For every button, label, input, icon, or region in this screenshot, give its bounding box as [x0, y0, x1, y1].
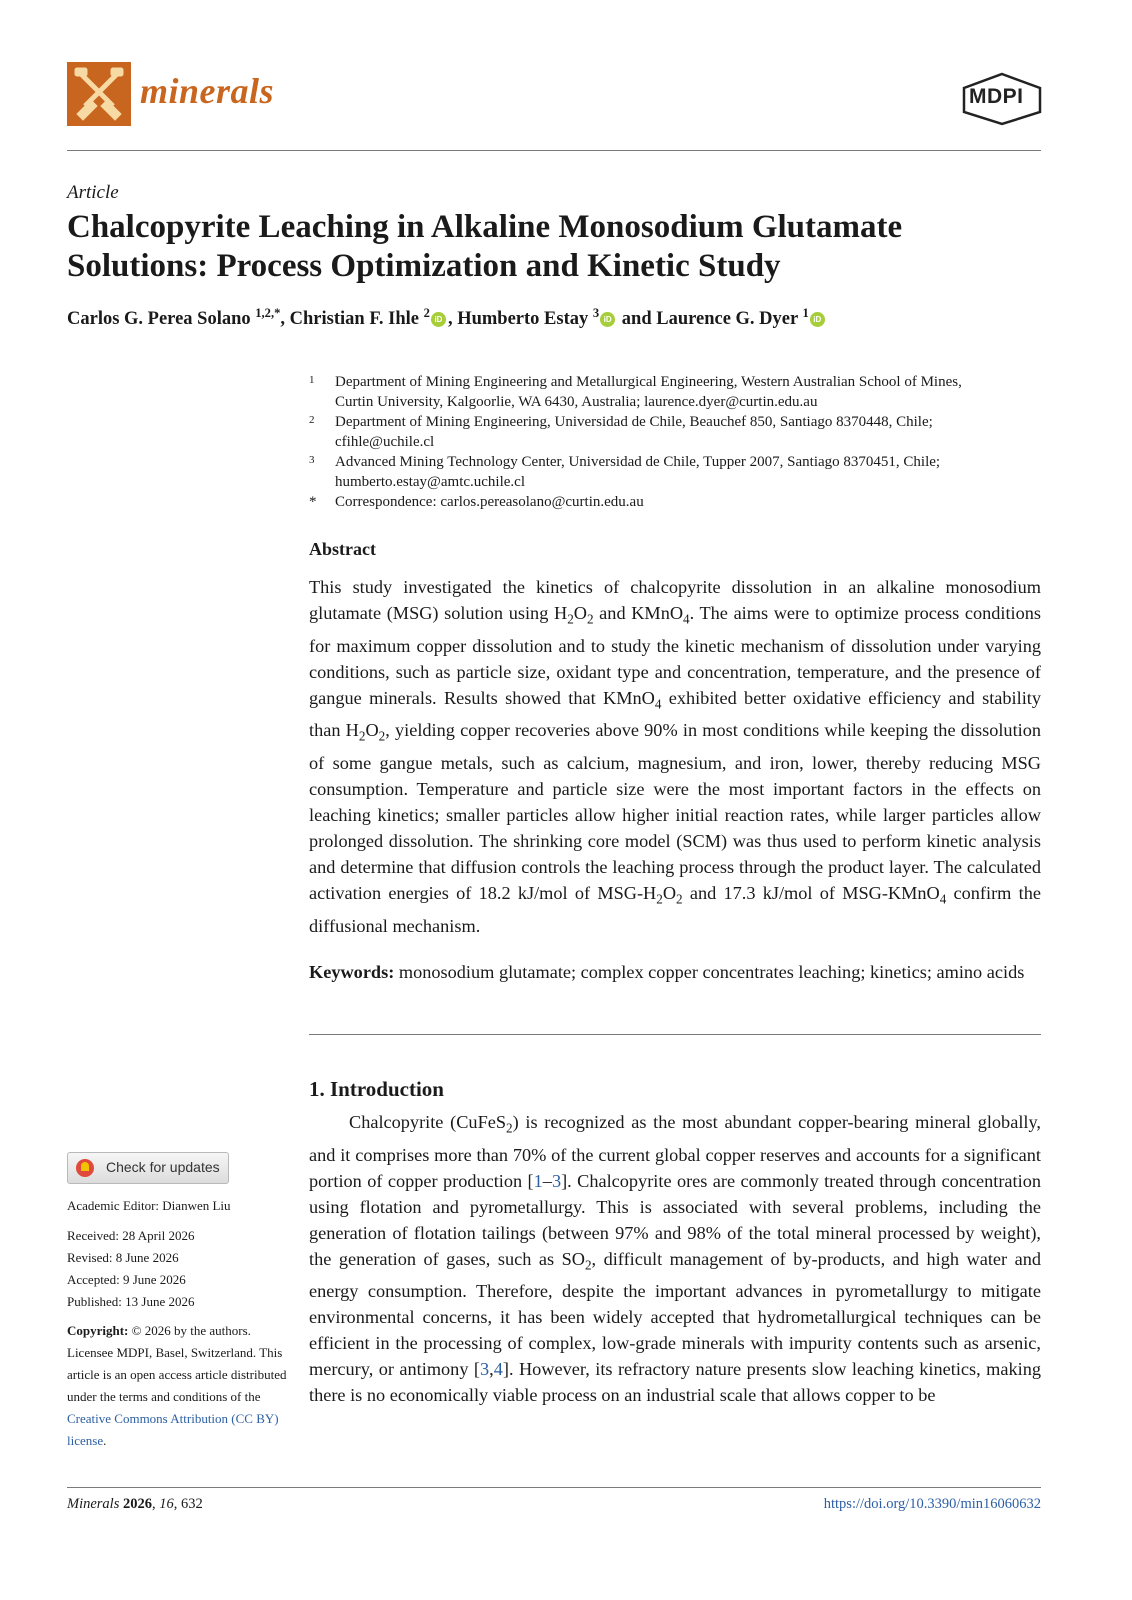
title-line: Chalcopyrite Leaching in Alkaline Monosodium Glutamate — [67, 209, 903, 245]
author-affil-mark: 1 — [802, 306, 809, 320]
doi-link[interactable]: https://doi.org/10.3390/min16060632 — [823, 1496, 1041, 1512]
citation-link[interactable]: 3 — [480, 1359, 490, 1380]
introduction-text: Chalcopyrite (CuFeS$_2$) is recognized as the most abundant copper-bearing mineral globally, and it comprises more than 70% of the current global copper reserves and accounts for a significant portion of copper production [1–3]. Chalcopyrite ores are commonly treated through concentration using flotation and pyrometallurgy. This is associated with several problems, including the generation of flotation tailings (between 97% and 98% of the total mineral processed by weight), the generation of gases, such as $SO_2$, difficult management of by-products, and high water and energy consumption. Therefore, despite the important advances in pyrometallurgy to mitigate environmental concerns, it has been widely accepted that hydrometallurgical techniques can be efficient in the processing of complex, low-grade minerals with impurity contents such as arsenic, mercury, or antimony [3,4]. However, its refractory nature presents slow leaching kinetics, making there is no economically viable process on an industrial scale that allows copper to be — [309, 1112, 1041, 1406]
author-name[interactable]: Laurence G. Dyer — [656, 309, 798, 330]
citation-link[interactable]: 4 — [493, 1359, 503, 1380]
correspondence: * Correspondence: carlos.pereasolano@curtin.edu.au — [309, 494, 644, 510]
author-list: Carlos G. Perea Solano $^{1,2,*}$, Christian F. Ihle $^2$ iD , Humberto Estay $^3$ iD and Laurence G. Dyer $^1$ iD — [67, 306, 827, 330]
orcid-icon[interactable]: iD — [810, 312, 825, 327]
author-affil-mark: 1,2,* — [255, 306, 281, 320]
section-heading: 1. Introduction — [309, 1077, 444, 1101]
paper-title — [67, 208, 1047, 286]
affiliation-item: 2 Department of Mining Engineering, Universidad de Chile, Beauchef 850, Santiago 8370448, Chile; cfihle@uchile.cl — [309, 414, 933, 450]
publisher-name: MDPI — [969, 85, 1024, 108]
footer-divider — [67, 1487, 1041, 1488]
abstract-divider — [309, 1034, 1041, 1035]
date-received: Received: 28 April 2026 — [67, 1228, 195, 1243]
affiliation-item: 1 Department of Mining Engineering and Metallurgical Engineering, Western Australian School of Mines, Curtin University, Kalgoorlie, WA 6430, Australia; laurence.dyer@curtin.edu.au — [309, 374, 962, 410]
affiliation-item: 3 Advanced Mining Technology Center, Universidad de Chile, Tupper 2007, Santiago 8370451, Chile; humberto.estay@amtc.uchile.cl — [309, 454, 941, 490]
keywords-text: monosodium glutamate; complex copper concentrates leaching; kinetics; amino acids — [398, 962, 1025, 982]
crossed-shovels-icon — [67, 62, 131, 126]
check-for-updates-button[interactable] — [67, 1152, 229, 1184]
check-updates-icon — [76, 1159, 94, 1177]
date-accepted: Accepted: 9 June 2026 — [67, 1272, 186, 1287]
title-line: Solutions: Process Optimization and Kinetic Study — [67, 248, 781, 284]
keywords-label: Keywords: — [309, 962, 395, 982]
abstract-text: This study investigated the kinetics of chalcopyrite dissolution in an alkaline monosodium glutamate (MSG) solution using $H_2O_2$ and KMnO$_4$. The aims were to optimize process conditions for maximum copper dissolution and to study the kinetic mechanism of dissolution under varying conditions, such as particle size, oxidant type and concentration, temperature, and the presence of gangue minerals. Results showed that KMnO$_4$ exhibited better oxidative efficiency and stability than $H_2O_2$, yielding copper recoveries above 90% in most conditions while keeping the dissolution of some gangue metals, such as calcium, magnesium, and iron, lower, thereby reducing MSG consumption. Temperature and particle size were the most important factors in the effects on leaching kinetics; smaller particles allow higher initial reaction rates, while larger particles allow prolonged dissolution. The shrinking core model (SCM) was thus used to perform kinetic analysis and determine that diffusion controls the leaching process through the product layer. The calculated activation energies of 18.2 kJ/mol of MSG-$H_2O_2$ and 17.3 kJ/mol of MSG-KMnO$_4$ confirm the diffusional mechanism. — [309, 577, 1042, 936]
keywords — [309, 959, 1041, 985]
author-affil-mark: 2 — [423, 306, 430, 320]
journal-name: minerals — [140, 71, 275, 111]
header-divider — [67, 150, 1041, 151]
check-updates-label: Check for updates — [106, 1159, 220, 1175]
citation-link[interactable]: 1 — [533, 1170, 543, 1191]
date-published: Published: 13 June 2026 — [67, 1294, 195, 1309]
article-type: Article — [67, 182, 119, 203]
affiliations — [309, 372, 1049, 512]
author-name[interactable]: Humberto Estay — [457, 309, 589, 330]
orcid-icon[interactable]: iD — [431, 312, 446, 327]
author-name[interactable]: Christian F. Ihle — [289, 309, 420, 330]
author-affil-mark: 3 — [592, 306, 600, 320]
citation-link[interactable]: 3 — [551, 1170, 562, 1191]
author-name[interactable]: Carlos G. Perea Solano — [67, 309, 251, 330]
journal-logo — [67, 62, 131, 126]
orcid-icon[interactable]: iD — [600, 312, 615, 327]
academic-editor: Academic Editor: Dianwen Liu — [67, 1198, 231, 1213]
abstract-heading: Abstract — [309, 539, 376, 559]
citation-info: Minerals 2026, 16, 632 — [67, 1496, 203, 1512]
date-revised: Revised: 8 June 2026 — [67, 1250, 179, 1265]
copyright-notice: Copyright: © 2026 by the authors. Licensee MDPI, Basel, Switzerland. This article is an open access article distributed under the terms and conditions of the Creative Commons Attribution (CC BY) license. — [67, 1323, 287, 1448]
license-link[interactable]: Creative Commons Attribution (CC BY) license — [67, 1411, 279, 1448]
